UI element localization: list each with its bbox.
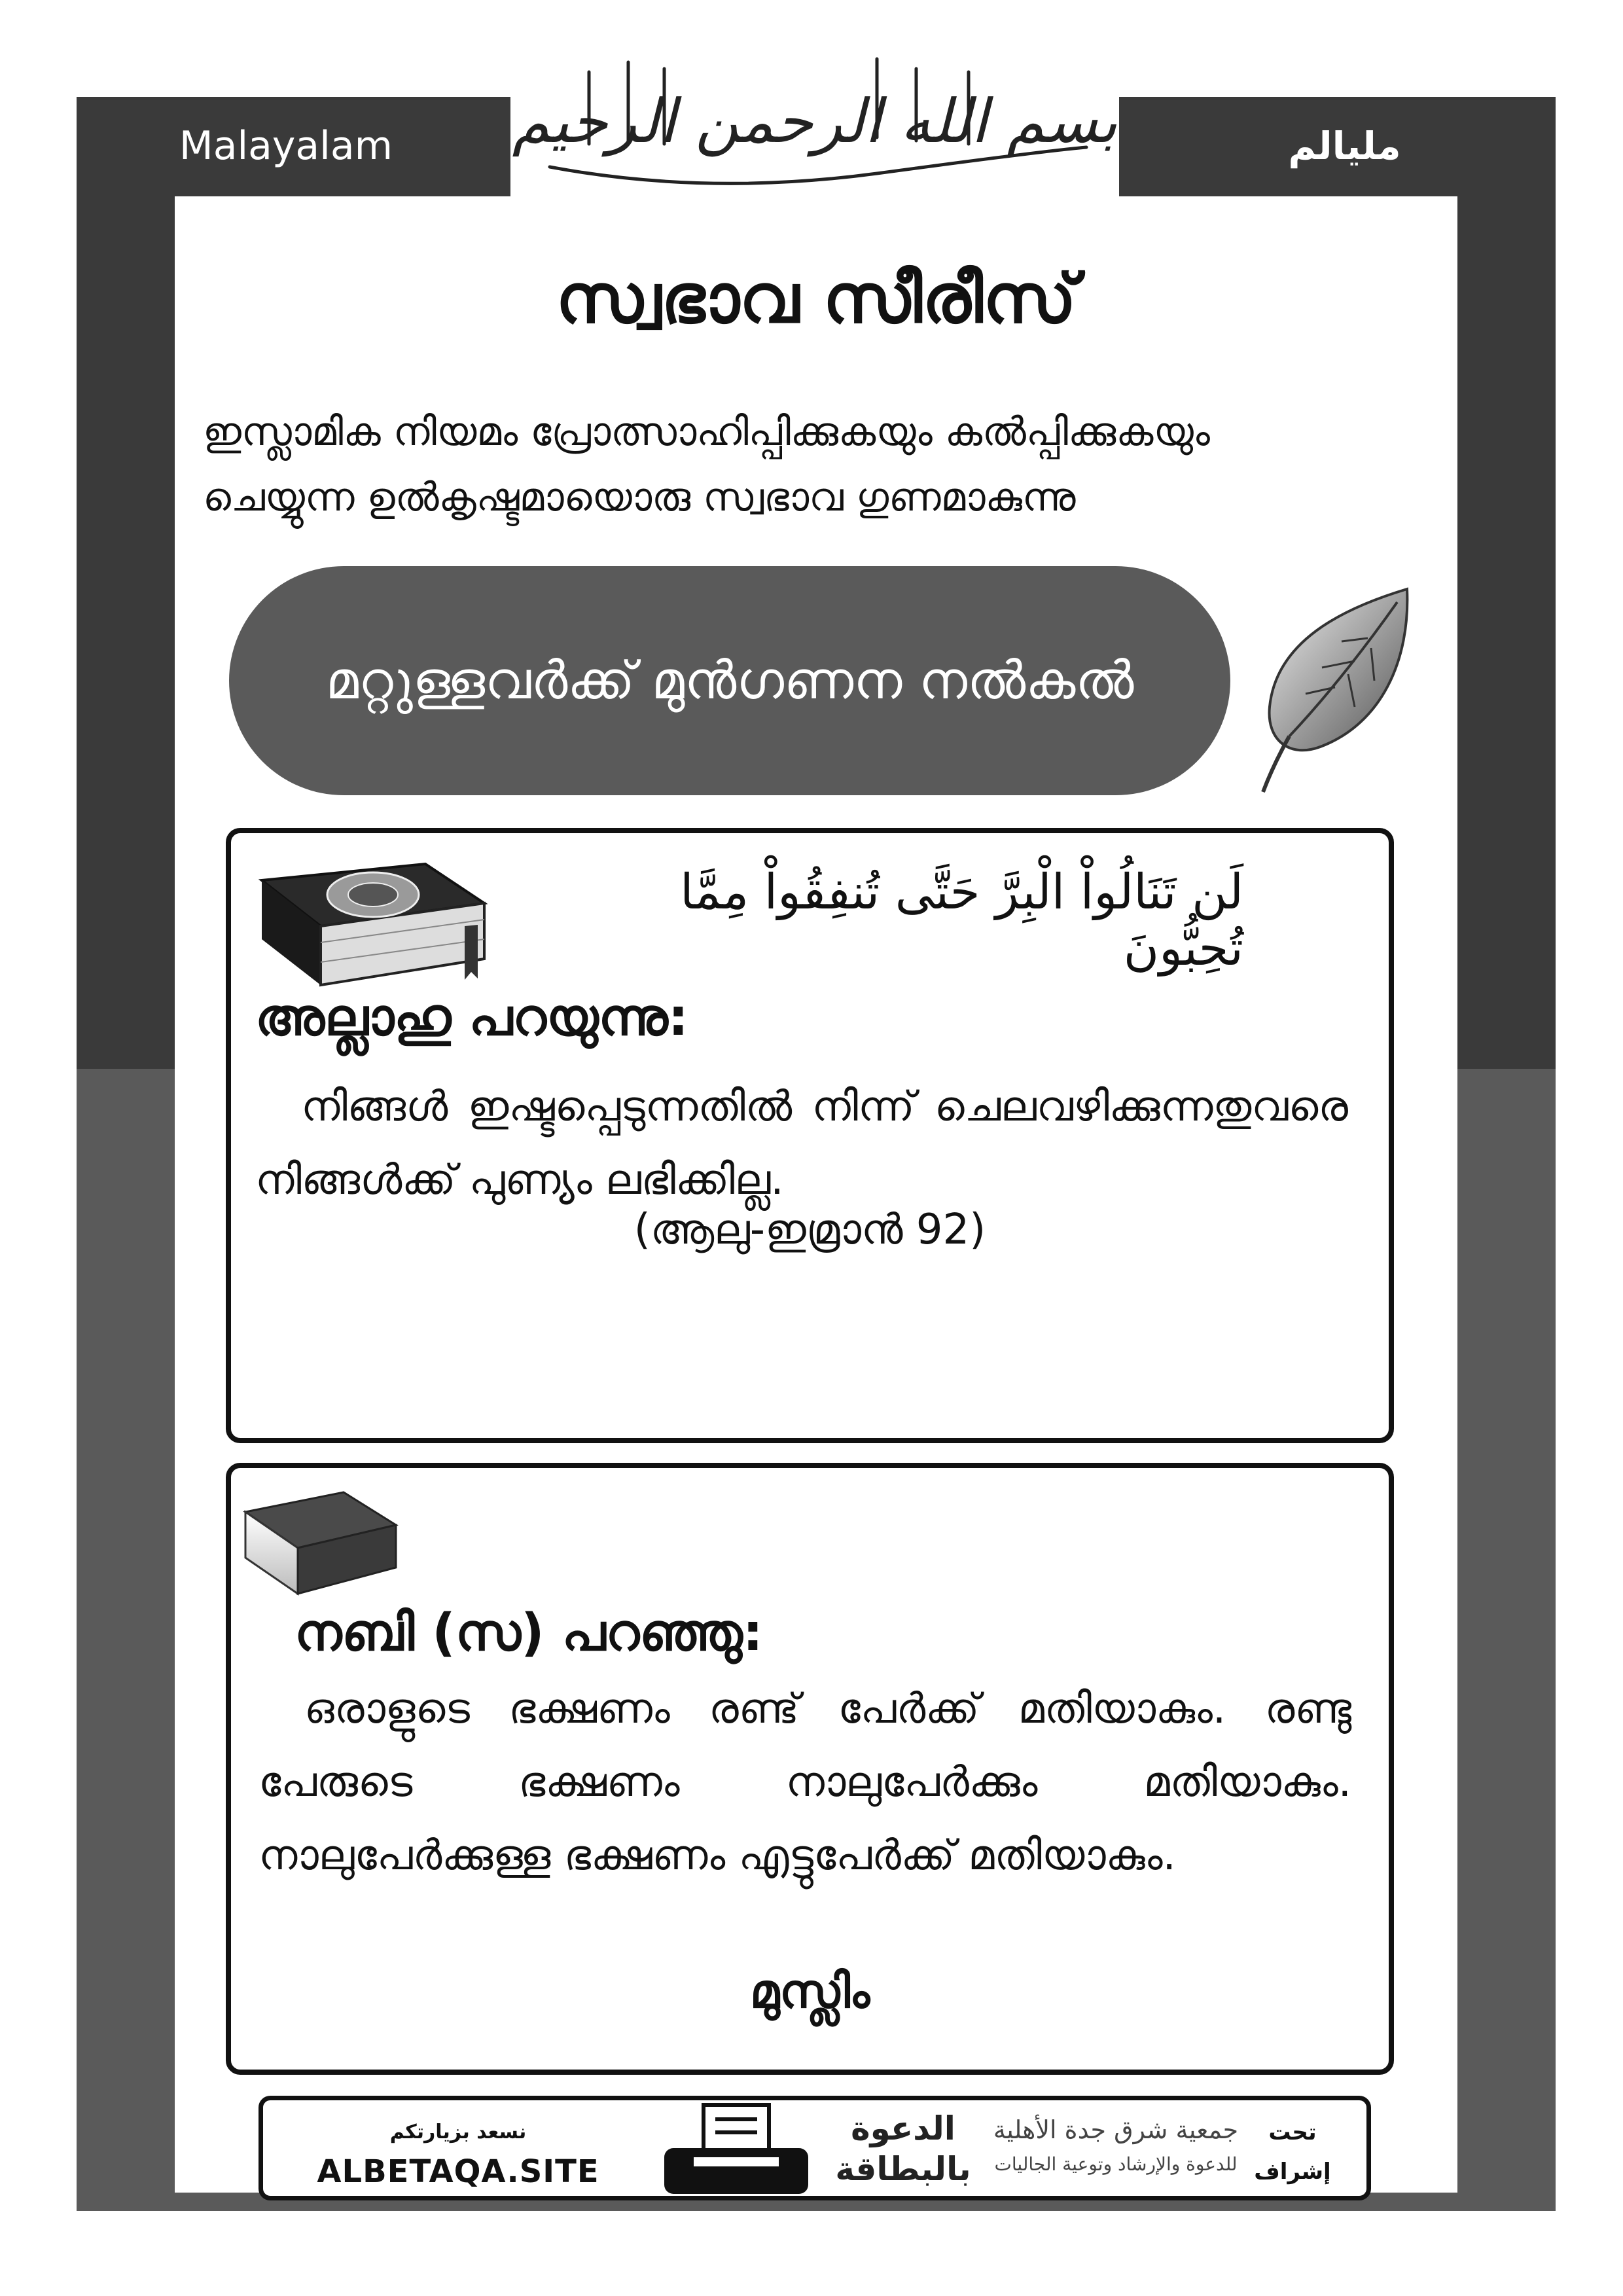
language-label-english: Malayalam — [77, 97, 495, 195]
footer-site-link[interactable]: ALBETAQA.SITE — [317, 2153, 599, 2190]
topic-banner — [229, 566, 1230, 795]
quran-translation: നിങ്ങൾ ഇഷ്ടപ്പെടുന്നതിൽ നിന്ന് ചെലവഴിക്കുന്നതുവരെ നിങ്ങൾക്ക് പുണ്യം ലഭിക്കില്ല. — [255, 1083, 1348, 1204]
association-logo — [991, 2111, 1240, 2180]
language-label-arabic: مليالم — [1133, 97, 1556, 195]
association-name: جمعية شرق جدة الأهلية — [993, 2115, 1239, 2144]
quran-speaker: അല്ലാഹു പറയുന്നു: — [255, 988, 688, 1047]
quran-reference: (ആലു-ഇമ്രാൻ 92) — [633, 1206, 986, 1254]
printer-icon — [658, 2101, 815, 2199]
logo-line-1: الدعوة — [851, 2109, 955, 2147]
quran-verse-arabic: لَن تَنَالُواْ الْبِرَّ حَتَّى تُنفِقُواْ مِمَّا تُحِبُّونَ — [680, 864, 1243, 977]
footer-visit-caption: نسعد بزيارتكم — [389, 2121, 527, 2144]
topic-title: മറ്റുള്ളവർക്ക് മുൻഗണന നൽകൽ — [325, 650, 1134, 711]
supervision-label: تحت إشراف — [1254, 2119, 1331, 2185]
hadith-source: മുസ്ലിം — [749, 1964, 870, 2018]
subtitle — [203, 399, 1446, 530]
hadith-speaker: നബി (സ) പറഞ്ഞു: — [294, 1604, 763, 1662]
page-title: സ്വഭാവ സീരീസ് — [556, 259, 1077, 338]
subtitle-line-1: ഇസ്ലാമിക നിയമം പ്രോത്സാഹിപ്പിക്കുകയും കൽപ്പിക്കുകയും — [203, 409, 1210, 455]
dawah-card-logo — [834, 2102, 972, 2195]
basmala-text: بسم الله الرحمن الرحيم — [512, 86, 1118, 156]
basmala-calligraphy — [510, 33, 1119, 209]
closed-book-icon — [239, 1486, 402, 1604]
quran-book-icon — [249, 854, 497, 992]
association-tagline: للدعوة والإرشاد وتوعية الجاليات — [994, 2153, 1238, 2175]
logo-line-2: بالبطاقة — [835, 2150, 971, 2188]
subtitle-line-2: ചെയ്യുന്ന ഉൽകൃഷ്ടമായൊരു സ്വഭാവ ഗുണമാകുന്നു — [203, 475, 1076, 520]
leaf-icon — [1250, 583, 1420, 798]
hadith-text: ഒരാളുടെ ഭക്ഷണം രണ്ട് പേർക്ക് മതിയാകും. രണ്ടു പേരുടെ ഭക്ഷണം നാലുപേർക്കും മതിയാകും. നാലുപേർക്കുള്ള ഭക്ഷണം എട്ടുപേർക്ക് മതിയാകും. — [259, 1685, 1351, 1880]
